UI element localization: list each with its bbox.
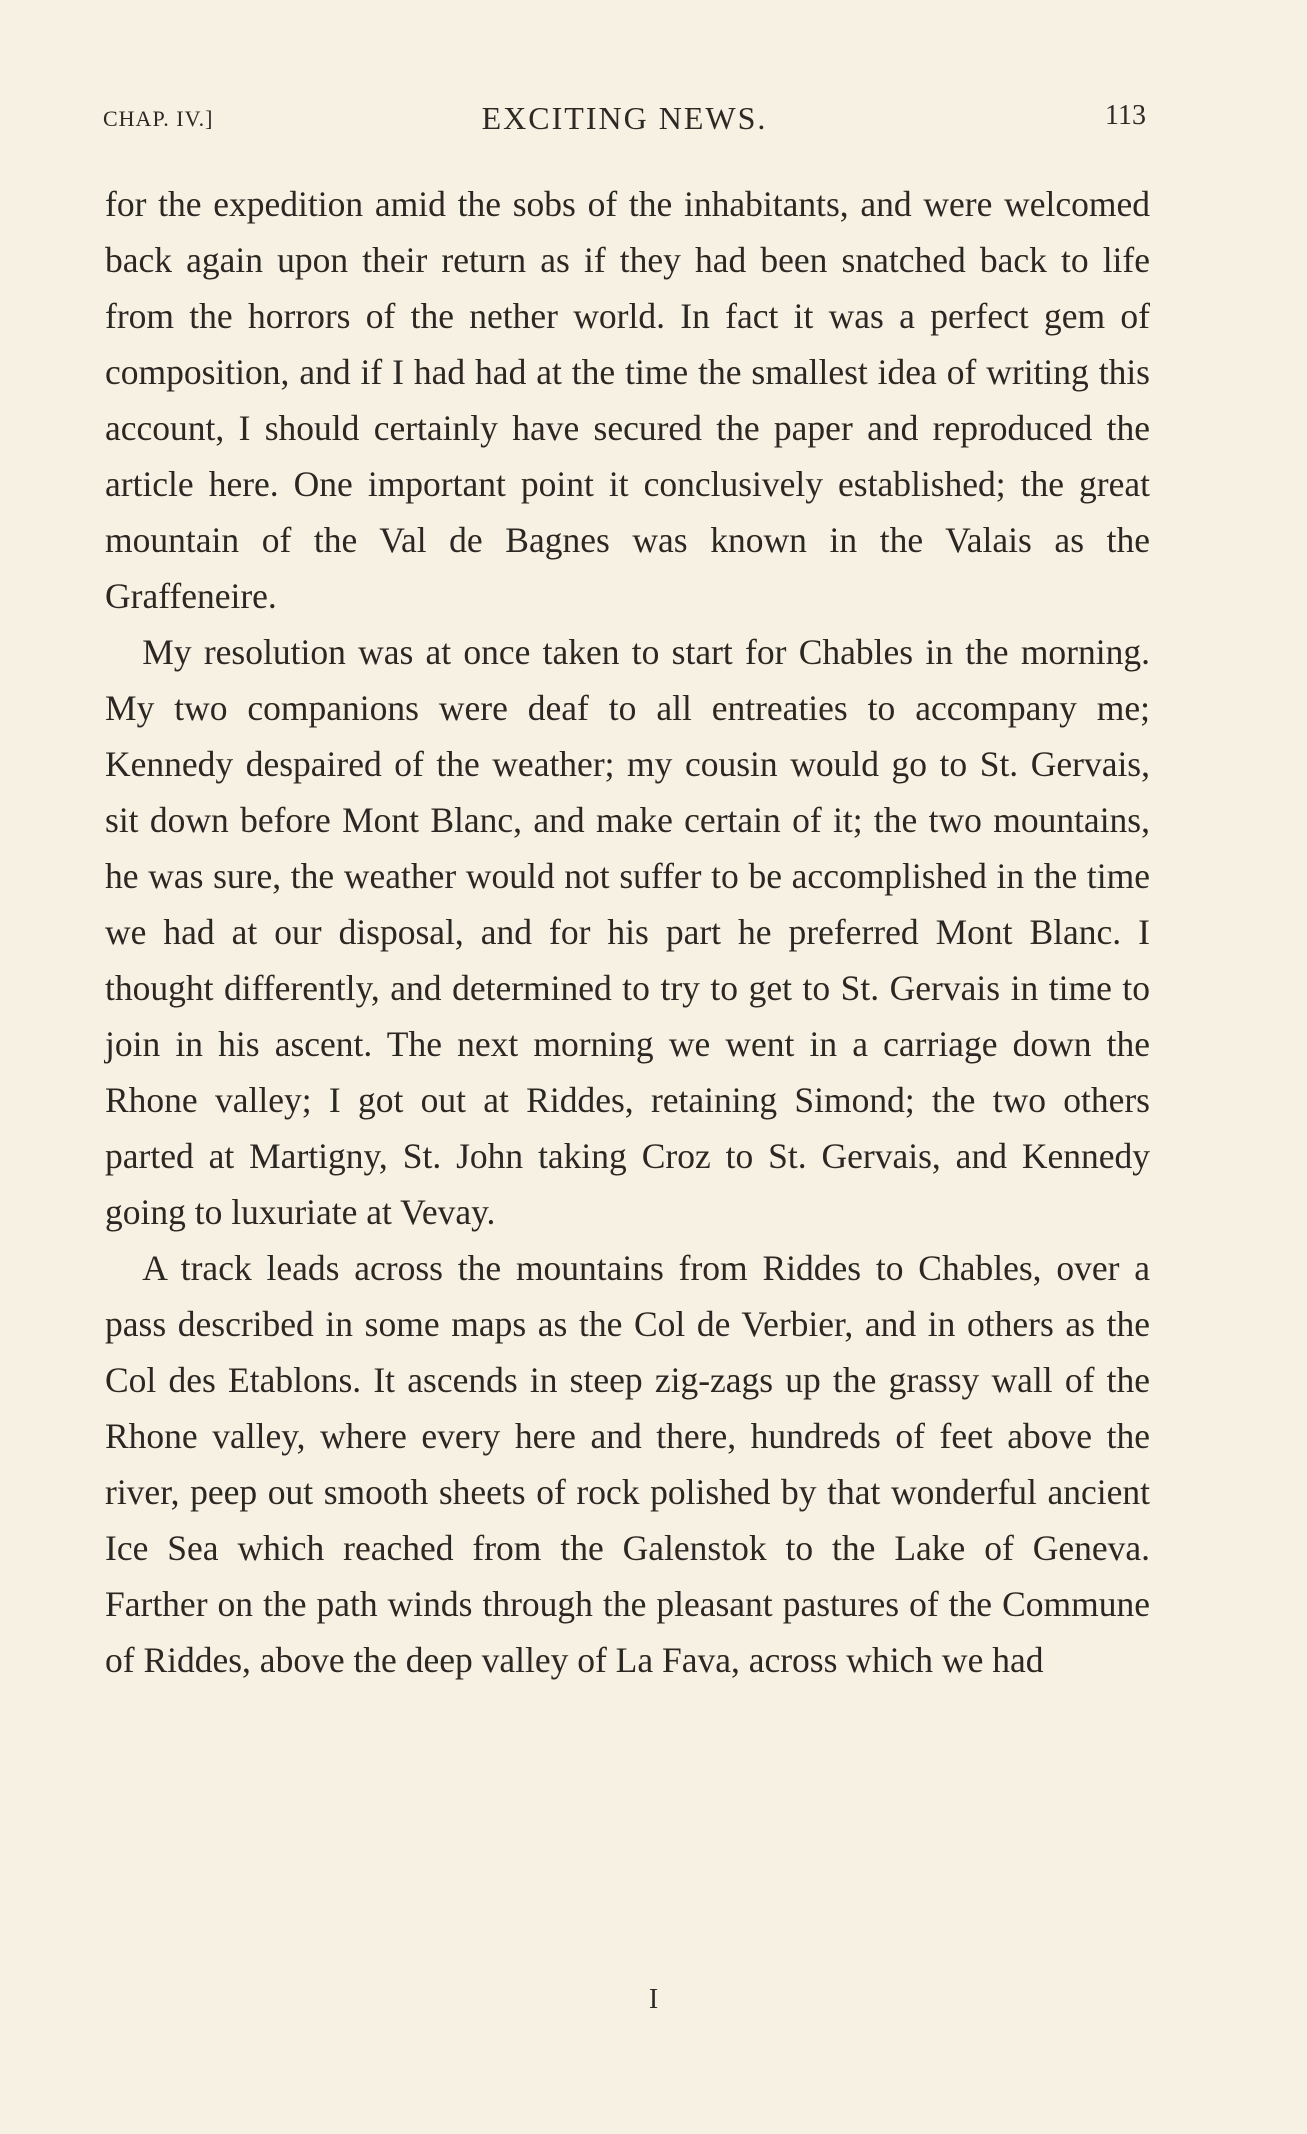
paragraph-1: for the expedition amid the sobs of the inhabitants, and were welcomed back again upon their return as if they had been snatched back to life from the horrors of the nether world. In fact it was a perfect gem of composition, and if I had had at the time the smallest idea of writing this account, I should certainly have secured the paper and reproduced the article here. One important point it conclusively established; the great mountain of the Val de Bagnes was known in the Valais as the Graffeneire. (105, 184, 1150, 616)
body-text (105, 176, 1150, 1688)
paragraph-3: A track leads across the mountains from Riddes to Chables, over a pass described in some maps as the Col de Verbier, and in others as the Col des Etablons. It ascends in steep zig-zags up the grassy wall of the Rhone valley, where every here and there, hundreds of feet above the river, peep out smooth sheets of rock polished by that wonderful ancient Ice Sea which reached from the Galenstok to the Lake of Geneva. Farther on the path winds through the pleasant pastures of the Commune of Riddes, above the deep valley of La Fava, across which we had (105, 1248, 1150, 1680)
page-number: 113 (1105, 100, 1146, 131)
signature-mark: I (648, 1984, 659, 2015)
page-title: EXCITING NEWS. (481, 100, 768, 136)
running-header (103, 100, 1146, 140)
paragraph-2: My resolution was at once taken to start for Chables in the morning. My two companions were deaf to all entreaties to accompany me; Kennedy despaired of the weather; my cousin would go to St. Gervais, sit down before Mont Blanc, and make certain of it; the two mountains, he was sure, the weather would not suffer to be accomplished in the time we had at our disposal, and for his part he preferred Mont Blanc. I thought differently, and determined to try to get to St. Gervais in time to join in his ascent. The next morning we went in a carriage down the Rhone valley; I got out at Riddes, retaining Simond; the two others parted at Martigny, St. John taking Croz to St. Gervais, and Kennedy going to luxuriate at Vevay. (105, 632, 1150, 1232)
chapter-label: CHAP. IV.] (103, 106, 214, 131)
